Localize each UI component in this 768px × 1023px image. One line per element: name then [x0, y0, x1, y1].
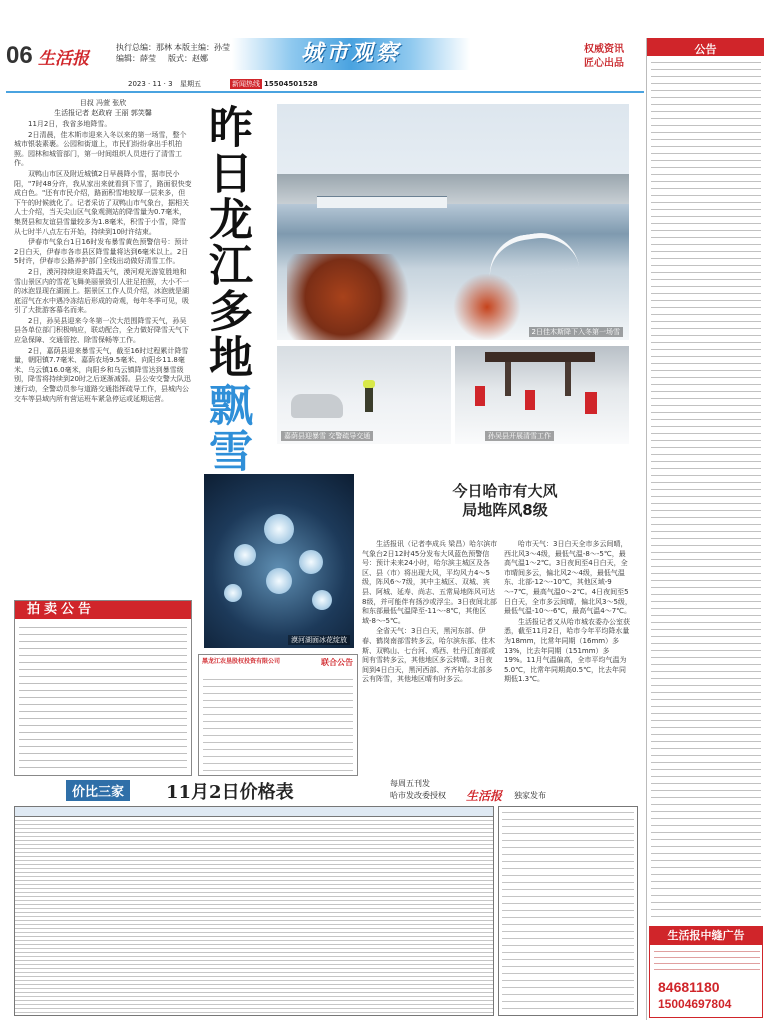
snow-clearing-caption: 孙吴县开展清雪工作 — [485, 431, 554, 441]
right-column-header — [647, 38, 764, 56]
price-title: 11月2日价格表 — [166, 782, 294, 803]
weather-title-line1: 今日哈市有大风 — [452, 482, 558, 500]
paragraph: 2日，嘉荫县迎来暴雪天气，截至16时过程累计降雪量，朝阳镇7.7毫米、嘉荫农场9.5毫米、向阳乡11.8毫米、乌云镇16.0毫米，向阳乡和乌云镇降雪达到暴雪级别，降雪将持续到20时之后逐渐减弱。县公安交警大队迅速行动，全警动员参与道路交通指挥疏导工作，县城内公交车等县域内所有营运班车紧急停运或延期运营。 — [14, 346, 191, 403]
weather-paragraph: 生活报讯（记者李成兵 梁昌）哈尔滨市气象台2日12时45分发布大风蓝色预警信号：预计未来24小时，哈尔滨主城区及各区、县（市）将出现大风，平均风力4～5级，阵风6～7级，其中主城区、双城、宾县、阿城、延寿、尚志、五常局地阵风可达8级，并可能伴有扬沙或浮尘。3日夜间北部和东部最低气温降至-11～-8℃，其他区域-8～-5℃。 — [362, 540, 498, 625]
date-bar — [118, 79, 388, 89]
photo-ice-bubbles — [204, 474, 354, 648]
paragraph: 2日清晨，佳木斯市迎来入冬以来的第一场雪，整个城市银装素裹。公园和街道上，市民们纷纷拿出手机拍照。园林和城管部门，第一时间组织人员进行了清雪工作。 — [14, 130, 187, 168]
price-table-header — [15, 807, 493, 817]
right-column-title: 公告 — [694, 43, 717, 56]
main-photo — [277, 104, 629, 340]
ad-title: 生活报中缝广告 — [650, 927, 762, 945]
byline-authors: 目叔 冯萱 张欣 — [79, 99, 127, 107]
weather-col-2 — [504, 540, 632, 750]
price-brand: 价比三家 — [66, 780, 130, 801]
price-note-3: 独家发布 — [514, 791, 546, 800]
paragraph: 11月2日，我省多地降雪。 — [28, 120, 112, 128]
header-rule — [6, 91, 644, 93]
hotline-number: 15504501528 — [264, 80, 318, 88]
photo-snow-clearing — [455, 346, 629, 444]
page-number: 06 — [6, 42, 33, 69]
weather-paragraph: 生活报记者又从哈市城农委办公室获悉，截至11月2日，哈市今年平均降水量为18mm，比常年同期（16mm）多13%，比去年同期（151mm）多19%。11月气温偏高，全市平均气温为5.0℃，比常年同期高0.5℃，比去年同期低1.3℃。 — [504, 617, 630, 684]
price-notes — [498, 806, 638, 1016]
executive-editor: 执行总编：那林 — [116, 43, 172, 52]
paragraph: 伊春市气象台1日16时发布暴雪黄色预警信号：预计2日白天，伊春市各市县区降雪量将达到6毫米以上。2日5时许，伊春市公路养护部门全线出动做好清雪工作。 — [14, 238, 189, 266]
price-table — [14, 806, 494, 1016]
ad-phone-1: 84681180 — [658, 979, 720, 995]
classified-ad — [649, 926, 763, 1018]
price-header — [66, 778, 636, 804]
byline-reporters: 生活报记者 赵政府 王丽 郭笑馨 — [54, 109, 152, 117]
joint-notice — [198, 654, 358, 776]
designer: 版式：赵娜 — [168, 54, 208, 63]
paragraph: 2日，孙吴县迎来今冬第一次大范围降雪天气，孙吴县各单位部门积极响应，联动配合，全力做好降雪天气下应急保障、交通管控、除雪保畅等工作。 — [14, 316, 189, 345]
hotline-label: 新闻热线 — [232, 80, 260, 88]
price-note-1: 每周五刊发 — [390, 779, 430, 788]
paper-logo: 生活报 — [38, 49, 89, 69]
weather-title — [380, 482, 630, 520]
slogan-2: 匠心出品 — [584, 58, 624, 69]
joint-notice-company: 黑龙江农垦股权投资有限公司 — [202, 658, 281, 665]
headline-blue: 飘雪 — [201, 382, 252, 474]
page-editor: 本版主编：孙莹 — [174, 43, 230, 52]
weather-title-line2: 局地阵风8级 — [462, 501, 548, 519]
paragraph: 双鸭山市区及附近城镇2日早晨降小雪，据市民小阳，"7时48分许，我从家出来就看到下雪了，路面很快变成白色。"还有市民介绍，路面积雪地较厚一层来多，但下午的时候就化了。记者采访了双鸭山市气象台，据相关人士介绍，当天尖山区气象观测站的降雪量为0.7毫米，集贤县和友谊县雪量较多为1.8毫米，积雪于小雪，降雪从七时半八点左右开始，持续到10时许结束。 — [14, 169, 192, 236]
weekday: 星期五 — [180, 80, 201, 88]
joint-notice-title: 联合公告 — [321, 658, 353, 667]
traffic-photo-caption: 嘉荫县迎暴雪 交警疏导交通 — [281, 431, 373, 441]
section-banner — [232, 38, 470, 70]
section-title: 城市观察 — [300, 41, 401, 66]
date: 2023 · 11 · 3 — [128, 80, 173, 88]
photo-traffic — [277, 346, 451, 444]
weather-paragraph: 全省天气：3日白天，黑河东部、伊春、鹤岗南部雪转多云，哈尔滨东部、佳木斯、双鸭山、七台河、鸡西、牡丹江南部或间有雪转多云，其他地区多云转晴。3日夜间到4日白天，黑河西部、齐齐哈尔北部多云有阵雪，其他地区晴有时多云。 — [362, 627, 495, 684]
auction-title: 拍卖公告 — [15, 601, 191, 619]
headline — [200, 104, 264, 474]
price-paper: 生活报 — [466, 789, 503, 803]
weather-col-1 — [362, 540, 498, 750]
lead-article-body — [14, 98, 192, 553]
main-photo-caption: 2日佳木斯降下入冬第一场雪 — [529, 327, 623, 337]
weather-paragraph: 哈市天气：3日白天全市多云间晴，西北风3～4级，最低气温-8～-5℃，最高气温1～2℃。3日夜间至4日白天，全市晴间多云，偏北风2～4级，最低气温东、北部-12～-10℃，其他区域-9～-7℃，最高气温0～2℃。4日夜间至5日白天，全市多云间晴，偏北风3～5级，最低气温-10～-6℃，最高气温4～7℃。 — [504, 540, 632, 616]
editor: 编辑：薛莹 — [116, 54, 156, 63]
slogan-1: 权威资讯 — [584, 44, 624, 55]
paragraph: 2日，漠河持续迎来降温天气，漠河观光游览胜地和雪山景区内的雪花飞舞美丽景致引人驻足拍照，大小不一的冰泡显现在湖面上。据景区工作人员介绍，冰泡就是湖底沼气在水中遇冷冻结后形成的奇观，每年冬季可见，吸引了大批游客慕名而来。 — [14, 267, 189, 315]
price-note-2: 哈市发改委授权 — [390, 791, 446, 800]
ad-phone-2: 15004697804 — [658, 997, 732, 1011]
right-column — [646, 38, 764, 1020]
ice-photo-caption: 漠河湖面冰花绽放 — [288, 635, 350, 645]
auction-section — [14, 600, 192, 776]
headline-black: 昨日龙江多地 — [201, 104, 252, 380]
